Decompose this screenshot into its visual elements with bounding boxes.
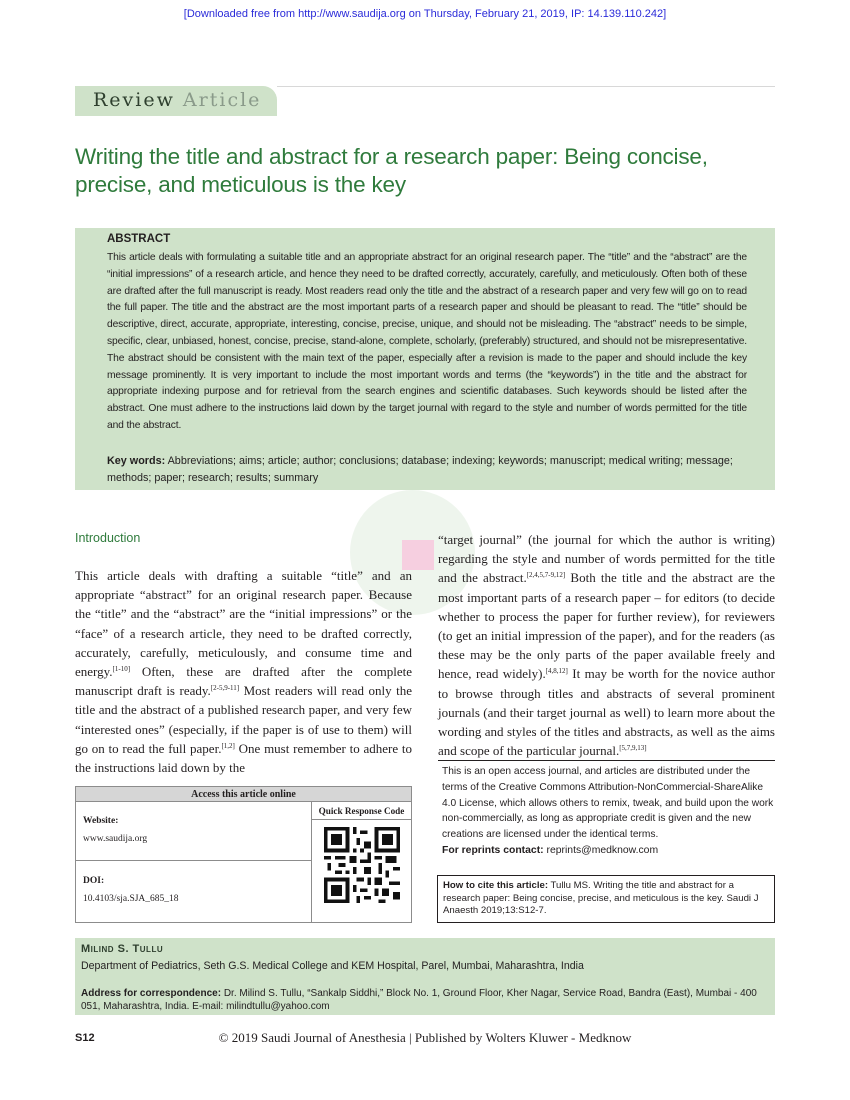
citation-ref[interactable]: [2,4,5,7-9,12] xyxy=(526,571,566,580)
author-name: Milind S. Tullu xyxy=(81,943,164,955)
page-number: S12 xyxy=(75,1032,95,1044)
citation-ref[interactable]: [1,2] xyxy=(221,741,235,750)
abstract-text: This article deals with formulating a suitable title and an appropriate abstract for an original research paper. The “title” and the “abstract” are the “initial impressions” of a research article, and hence they need to be drafted correctly, accurately, carefully, and meticulously. Often both of these are drafted after the full manuscript is ready. Most readers read only the title and the abstract of a research paper and very few will go on to read the full paper. The title and the abstract are the most important parts of a research paper and should be pleasant to read. The “title” should be descriptive, direct, accurate, appropriate, interesting, concise, precise, unique, and should not be misleading. The “abstract” needs to be simple, specific, clear, unbiased, honest, concise, precise, stand-alone, complete, scholarly, (preferably) structured, and should not be misrepresentative. The abstract should be consistent with the main text of the paper, especially after a revision is made to the paper and should include the key message prominently. It is very important to include the most important words and terms (the “keywords”) in the title and the abstract for appropriate indexing purpose and for retrieval from the search engines and scientific databases. Such keywords should be listed after the abstract. One must adhere to the instructions laid down by the target journal with regard to the style and number of words permitted for the title and the abstract. xyxy=(107,252,747,431)
intro-left-text-3: Most readers will read only the title and the abstract of a published research paper, and very few “interested ones” (especially, if the paper is of use to them) will go on to read the full paper. xyxy=(75,683,413,756)
author-affiliation: Department of Pediatrics, Seth G.S. Medical College and KEM Hospital, Parel, Mumbai, Maharashtra, India xyxy=(81,960,584,972)
cite-label: How to cite this article: xyxy=(443,880,549,891)
body-column-right xyxy=(438,530,775,760)
reprints-label: For reprints contact: xyxy=(442,845,544,856)
intro-left-text-4: One must remember to adhere to the instructions laid down by the xyxy=(75,740,412,776)
header-rule xyxy=(277,86,775,87)
doi-value[interactable]: 10.4103/sja.SJA_685_18 xyxy=(83,894,179,904)
doi-label: DOI: xyxy=(83,876,105,886)
author-box xyxy=(75,938,775,1015)
intro-left-text-2: Often, these are drafted after the complete manuscript draft is ready. xyxy=(75,664,412,699)
citation-ref[interactable]: [2-5,9-11] xyxy=(210,684,240,693)
access-divider xyxy=(76,860,312,861)
keywords xyxy=(107,453,747,486)
keywords-text: Abbreviations; aims; article; author; conclusions; database; indexing; keywords; manuscript; medical writing; message; methods; paper; research; results; summary xyxy=(107,455,733,484)
correspondence-address xyxy=(81,987,771,1013)
reprints-contact xyxy=(442,845,658,856)
journal-footer: © 2019 Saudi Journal of Anesthesia | Published by Wolters Kluwer - Medknow xyxy=(218,1030,632,1045)
article-type-word-1: Review xyxy=(93,89,175,111)
access-online-heading: Access this article online xyxy=(76,787,411,802)
citation-ref[interactable]: [1-10] xyxy=(112,665,131,674)
website-label: Website: xyxy=(83,816,119,826)
cite-text: Tullu MS. Writing the title and abstract for a research paper: Being concise, precise, and meticulous is the key. Saudi J Anaesth 2019;13:S12-7. xyxy=(443,880,759,917)
abstract-box xyxy=(75,228,775,490)
article-type-tab xyxy=(75,86,277,116)
intro-right-text-3: It may be worth for the novice author to browse through titles and abstracts of several prominent journals (and their target journal as well) to learn more about the wording and styles of the titles and abstracts, as well as the aims and scope of the particular journal. xyxy=(438,666,776,759)
reprints-email[interactable]: reprints@medknow.com xyxy=(546,845,659,856)
abstract-heading: ABSTRACT xyxy=(107,233,171,245)
correspondence-label: Address for correspondence: xyxy=(81,988,222,999)
open-access-rule xyxy=(438,760,775,761)
access-online-box xyxy=(75,786,412,923)
body-column-left xyxy=(75,566,412,777)
correspondence-text: Dr. Milind S. Tullu, “Sankalp Siddhi,” Block No. 1, Ground Floor, Kher Nagar, Service Road, Bandra (East), Mumbai - 400 051, Maharashtra, India. E-mail: milindtullu@yahoo.com xyxy=(81,988,757,1012)
qr-code-icon[interactable] xyxy=(324,827,400,903)
download-note: [Downloaded free from http://www.saudija.org on Thursday, February 21, 2019, IP: 14.139.110.242] xyxy=(183,8,667,20)
access-online-details xyxy=(76,802,312,922)
intro-right-text-1: “target journal” (the journal for which the author is writing) regarding the style and number of words permitted for the title and the abstract. xyxy=(438,532,775,586)
article-title: Writing the title and abstract for a research paper: Being concise, precise, and meticulous is the key xyxy=(75,144,708,197)
citation-ref[interactable]: [5,7,9,13] xyxy=(619,744,647,753)
keywords-label: Key words: xyxy=(107,455,166,467)
intro-left-text-1: This article deals with drafting a suitable “title” and an appropriate “abstract” for an original research paper. Because the “title” and the “abstract” are the “initial impressions” or the “face” of a research article, they need to be drafted correctly, accurately, carefully, meticulously, and consume time and energy. xyxy=(75,568,412,680)
article-type-word-2: Article xyxy=(182,89,262,111)
open-access-notice: This is an open access journal, and articles are distributed under the terms of the Creative Commons Attribution-NonCommercial-ShareAlike 4.0 License, which allows others to remix, tweak, and build upon the work non-commercially, as long as appropriate credit is given and the new creations are licensed under the identical terms. xyxy=(442,766,774,841)
citation-ref[interactable]: [4,8,12] xyxy=(545,667,568,676)
website-link[interactable]: www.saudija.org xyxy=(83,834,148,844)
introduction-heading: Introduction xyxy=(75,531,141,545)
intro-right-text-2: Both the title and the abstract are the most important parts of a research paper – for editors (to decide whether to process the paper for further review), for reviewers (to get an initial impression of the paper), and for the readers (as these may be the only parts of the paper available freely and hence, read widely). xyxy=(438,570,775,682)
how-to-cite-box xyxy=(437,875,775,923)
qr-code-label: Quick Response Code xyxy=(312,802,411,820)
